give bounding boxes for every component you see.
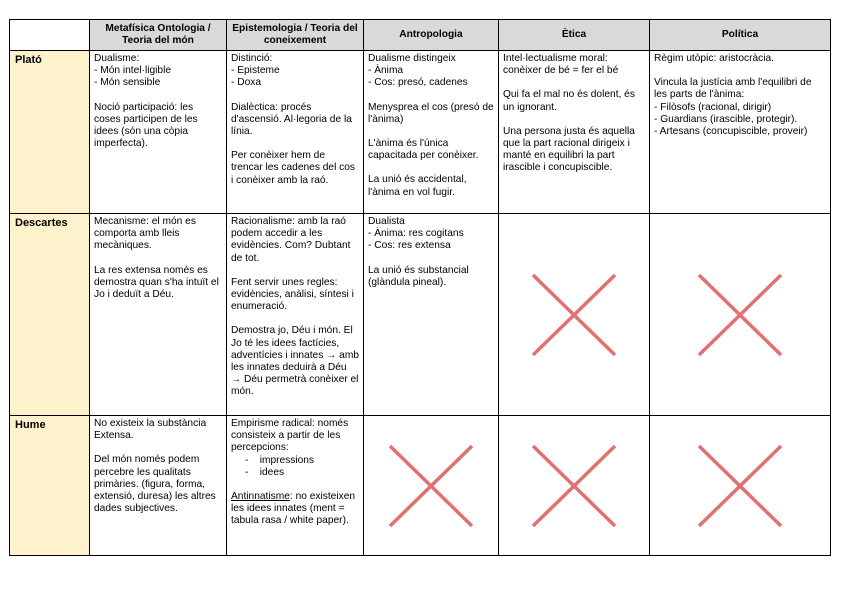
cross-icon	[697, 273, 783, 357]
cell-text: - Cos: presó, cadenes	[368, 77, 468, 89]
cell-text: Dualista	[368, 216, 405, 227]
cell-text: - Cos: res extensa	[368, 240, 451, 252]
cell-text: - Món intel·ligible	[94, 65, 172, 77]
column-header-epistemologia: Epistemologia / Teoria del coneixement	[227, 20, 364, 51]
cell-text: Mecanisme: el món es comporta amb lleis mecàniques.	[94, 216, 196, 252]
cell-hume-epistemologia	[227, 416, 364, 556]
cell-plato-etica	[499, 51, 650, 214]
bullet-item: - idees	[245, 466, 285, 478]
cross-icon	[531, 273, 617, 357]
cell-text: No existeix la substància Extensa.	[94, 418, 207, 442]
cell-descartes-politica	[650, 214, 831, 416]
cell-descartes-epistemologia	[227, 214, 364, 416]
cell-text: - Doxa	[231, 77, 262, 89]
cell-text: Vincula la justícia amb l'equilibri de les parts de l'ànima:	[654, 77, 812, 101]
cell-text: Dialèctica: procés d'ascensió. Al·legoria de la línia.	[231, 101, 352, 138]
cell-text: Intel·lectualisme moral: conèixer de bé = fer el bé	[503, 53, 619, 77]
cross-icon	[531, 444, 617, 528]
column-header-metafisica: Metafísica Ontologia / Teoria del món	[90, 20, 227, 51]
cell-text: Noció participació: les coses participen de les idees (són una còpia imperfecta).	[94, 101, 198, 150]
corner-cell	[10, 20, 90, 51]
cell-text: : no existeixen les idees innates (ment = tabula rasa / white paper).	[231, 491, 356, 527]
cell-plato-politica	[650, 51, 831, 214]
cell-plato-metafisica	[90, 51, 227, 214]
cell-text-group	[231, 491, 359, 528]
column-header-politica: Política	[650, 20, 831, 51]
cell-text: Empirisme radical: només consisteix a partir de les percepcions:	[231, 418, 349, 454]
cell-plato-antropologia	[364, 51, 499, 214]
cell-text: Una persona justa és aquella que la part racional dirigeix i manté en equilibri la part irascible i concupiscible.	[503, 125, 635, 174]
row-header-hume: Hume	[10, 416, 90, 556]
cross-icon	[697, 444, 783, 528]
cell-text: L'ànima és l'única capacitada per conèixer.	[368, 138, 479, 162]
cell-text: Règim utòpic: aristocràcia.	[654, 53, 775, 64]
cross-icon	[388, 444, 474, 528]
cell-descartes-metafisica	[90, 214, 227, 416]
cell-hume-etica	[499, 416, 650, 556]
cell-text: - Artesans (concupiscible, proveir)	[654, 126, 808, 138]
cell-text: Qui fa el mal no és dolent, és un ignorant.	[503, 89, 635, 113]
cell-text: Menysprea el cos (presó de l'ànima)	[368, 101, 494, 125]
header-row	[10, 20, 831, 51]
cell-text: Racionalisme: amb la raó podem accedir a les evidències. Com? Dubtant de tot.	[231, 216, 351, 264]
cell-text: La res extensa només es demostra quan s'ha intuït el Jo i deduït a Déu.	[94, 264, 219, 301]
cell-text: Del món només podem percebre les qualitats primàries. (figura, forma, extensió, duresa) les altres dades subjectives.	[94, 454, 216, 515]
cell-text: - Ànima: res cogitans	[368, 228, 464, 240]
table-row-descartes	[10, 214, 831, 416]
cell-hume-metafisica	[90, 416, 227, 556]
cell-text: La unió és substancial (glàndula pineal).	[368, 264, 469, 288]
cell-text: Demostra jo, Déu i món. El Jo té les idees factícies, adventícies i innates → amb les innates deduirà a Déu → Déu permetrà conèixer el món.	[231, 325, 359, 398]
cell-descartes-antropologia	[364, 214, 499, 416]
cell-plato-epistemologia	[227, 51, 364, 214]
cell-text: Per conèixer hem de trencar les cadenes del cos i conèixer amb la raó.	[231, 150, 356, 186]
cell-text: - Món sensible	[94, 77, 161, 89]
cell-text: La unió és accidental, l'ànima en vol fugir.	[368, 174, 467, 198]
column-header-antropologia: Antropologia	[364, 20, 499, 51]
cell-text: Dualisme distingeix	[368, 53, 456, 64]
row-header-descartes: Descartes	[10, 214, 90, 416]
cell-text: - Guardians (irascible, protegir).	[654, 113, 798, 125]
cell-text: idees	[259, 466, 285, 478]
cell-descartes-etica	[499, 214, 650, 416]
cell-hume-politica	[650, 416, 831, 556]
cell-text: - Episteme	[231, 65, 280, 77]
column-header-etica: Ètica	[499, 20, 650, 51]
underlined-term: Antinnatisme	[231, 491, 290, 503]
cell-text: Dualisme:	[94, 53, 140, 64]
row-header-plato: Plató	[10, 51, 90, 214]
cell-hume-antropologia	[364, 416, 499, 556]
cell-text: - Filòsofs (racional, dirigir)	[654, 101, 772, 113]
bullet-item: - impressions	[245, 454, 315, 466]
cell-text: impressions	[259, 454, 315, 466]
table-row-hume	[10, 416, 831, 556]
cell-text: - Ànima	[368, 65, 404, 77]
philosophy-comparison-table	[9, 19, 831, 556]
cell-text: Distinció:	[231, 53, 273, 64]
cell-text: Fent servir unes regles: evidències, anàlisi, síntesi i enumeració.	[231, 276, 354, 313]
table-row-plato	[10, 51, 831, 214]
